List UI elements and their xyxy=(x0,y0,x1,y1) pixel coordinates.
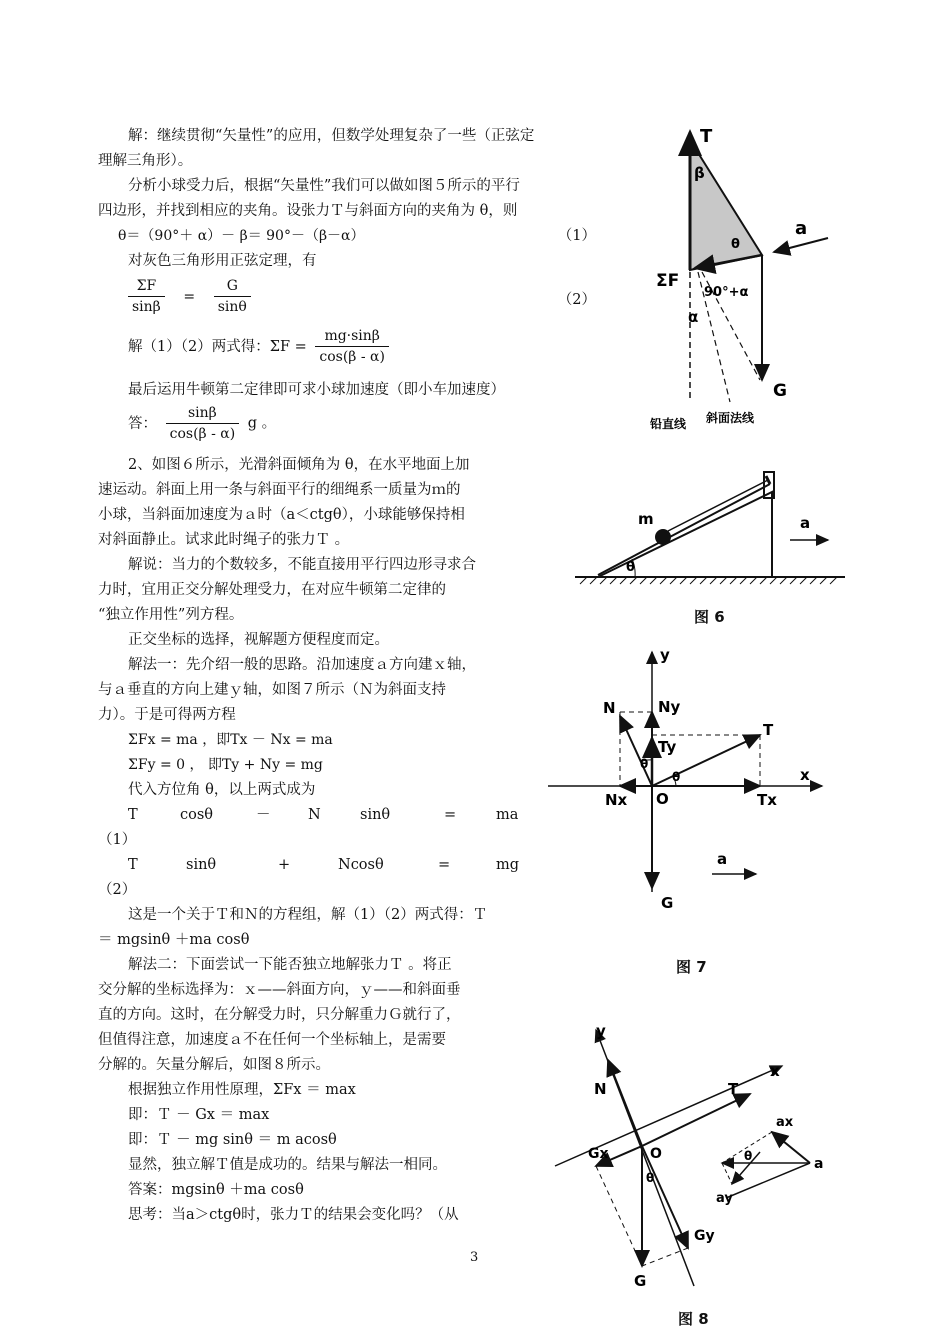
label-normal: 斜面法线 xyxy=(706,411,755,425)
label-alpha: α xyxy=(688,308,699,326)
paragraph: 解说：当力的个数较多，不能直接用平行四边形寻求合 xyxy=(128,557,476,573)
equation-number: （1） xyxy=(557,228,596,244)
equation-number: （1） xyxy=(98,832,137,848)
figure-8-caption: 图 8 xyxy=(678,1310,709,1328)
paragraph: 最后运用牛顿第二定律即可求小球加速度（即小车加速度） xyxy=(128,382,505,398)
label-theta: θ xyxy=(626,560,635,575)
paragraph: 这是一个关于Ｔ和Ｎ的方程组，解（1）（2）两式得：Ｔ xyxy=(128,907,488,923)
label-theta1: θ xyxy=(640,757,649,771)
paragraph: 思考：当a＞ctgθ时，张力Ｔ的结果会变化吗？（从 xyxy=(128,1207,459,1223)
label-plumb: 铅直线 xyxy=(650,417,687,431)
label-ax: ax xyxy=(776,1115,794,1130)
Gy-vector xyxy=(642,1146,688,1248)
fraction: $\frac{\Sigma F}{\sin\beta}$ xyxy=(128,276,165,317)
label-T: T xyxy=(728,1080,739,1098)
paragraph: 四边形，并找到相应的夹角。设张力Ｔ与斜面方向的夹角为 θ，则 xyxy=(98,203,518,219)
paragraph: 但值得注意，加速度ａ不在任何一个坐标轴上，是需要 xyxy=(98,1032,446,1048)
figure-8 xyxy=(555,1022,823,1290)
label-G: G xyxy=(661,894,674,912)
label-a: a xyxy=(717,850,728,868)
label-Ny: Ny xyxy=(658,698,681,716)
paragraph: 对灰色三角形用正弦定理，有 xyxy=(128,253,317,269)
equals-sign: = xyxy=(183,288,196,305)
accel-arrow xyxy=(774,238,828,252)
paragraph: 代入方位角 θ，以上两式成为 xyxy=(128,782,316,798)
label-Gx: Gx xyxy=(588,1146,609,1162)
label-y: y xyxy=(596,1022,606,1040)
label-m: m xyxy=(638,510,654,528)
label-a: a xyxy=(814,1156,824,1172)
paragraph: 2、如图６所示，光滑斜面倾角为 θ，在水平地面上加 xyxy=(128,457,470,473)
label-ay: ay xyxy=(716,1191,733,1206)
N-vector xyxy=(608,1060,642,1146)
paragraph: 显然，独立解Ｔ值是成功的。结果与解法一相同。 xyxy=(128,1157,447,1173)
paragraph: 对斜面静止。试求此时绳子的张力Ｔ 。 xyxy=(98,532,350,548)
label-x: x xyxy=(770,1062,780,1080)
paragraph: 速运动。斜面上用一条与斜面平行的细绳系一质量为ｍ的 xyxy=(98,482,461,498)
figure-6 xyxy=(575,472,845,584)
paragraph: 小球，当斜面加速度为ａ时（a＜ctgθ），小球能够保持相 xyxy=(98,507,465,523)
figure-6-caption: 图 6 xyxy=(694,608,725,626)
label-sumF: ΣF xyxy=(656,271,680,291)
figure-7 xyxy=(548,646,822,912)
equation-number: （2） xyxy=(557,292,596,308)
answer-prefix: 答： xyxy=(128,415,157,432)
gray-triangle xyxy=(690,140,762,270)
fraction: $\frac{G}{\sin\theta}$ xyxy=(214,276,251,317)
string xyxy=(668,480,768,531)
label-Tx: Tx xyxy=(757,791,777,809)
label-Nx: Nx xyxy=(605,791,628,809)
fraction: $\frac{\sin\beta}{\cos(\beta - \alpha)}$ xyxy=(166,403,240,444)
equation-text: θ＝（90°＋ α）－ β＝ 90°－（β－α） xyxy=(118,228,365,244)
label-a: a xyxy=(800,514,811,532)
equation-line-2: T sinθ + Ncosθ = mg xyxy=(128,857,520,873)
label-Gy: Gy xyxy=(694,1228,715,1244)
label-N: N xyxy=(603,699,616,717)
label-N: N xyxy=(594,1080,607,1098)
label-G: G xyxy=(773,381,787,401)
ay-vector xyxy=(726,1163,810,1198)
label-T: T xyxy=(763,721,774,739)
fraction: $\frac{mg\cdot\sin\beta}{\cos(\beta - \alpha)}$ xyxy=(315,326,389,367)
N-vector xyxy=(620,716,652,786)
answer-suffix: g 。 xyxy=(247,415,277,432)
ax-vector xyxy=(772,1132,810,1163)
paragraph: 分解的。矢量分解后，如图８所示。 xyxy=(98,1057,330,1073)
label-O: O xyxy=(650,1146,662,1162)
paragraph: 力）。于是可得两方程 xyxy=(98,707,236,723)
label-O: O xyxy=(656,790,669,808)
paragraph: “独立作用性”列方程。 xyxy=(98,607,244,623)
paragraph: ＝ mgsinθ ＋ma cosθ xyxy=(98,932,250,948)
paragraph: 理解三角形）。 xyxy=(98,153,193,169)
paragraph: 解法二：下面尝试一下能否独立地解张力Ｔ 。将正 xyxy=(128,957,452,973)
label-theta: θ xyxy=(731,237,740,252)
paragraph: 根据独立作用性原理，ΣFx ＝ max xyxy=(128,1082,356,1098)
paragraph: 与ａ垂直的方向上建ｙ轴，如图７所示（Ｎ为斜面支持 xyxy=(98,682,446,698)
equation-line-1: T cosθ － N sinθ = ma xyxy=(128,807,519,823)
paragraph: 力时，宜用正交分解处理受力，在对应牛顿第二定律的 xyxy=(98,582,446,598)
label-G: G xyxy=(634,1272,647,1290)
paragraph: 即：Ｔ － mg sinθ ＝ m acosθ xyxy=(128,1132,337,1148)
incline xyxy=(598,492,772,577)
paragraph: 交分解的坐标选择为：ｘ——斜面方向，ｙ——和斜面垂 xyxy=(98,982,461,998)
label-T: T xyxy=(700,126,713,147)
paragraph: 直的方向。这时，在分解受力时，只分解重力Ｇ就行了， xyxy=(98,1007,461,1023)
label-theta2: θ xyxy=(646,1171,655,1185)
paragraph: 答案：mgsinθ ＋ma cosθ xyxy=(128,1182,304,1198)
incline-surface xyxy=(598,484,770,575)
label-a: a xyxy=(795,218,808,239)
equation-line: ΣFx = ma ，即Tx － Nx = ma xyxy=(128,732,333,748)
paragraph: 分析小球受力后，根据“矢量性”我们可以做如图５所示的平行 xyxy=(128,178,520,194)
label-angle: 90°+α xyxy=(704,285,749,300)
label-theta: θ xyxy=(744,1149,753,1163)
paragraph: 正交坐标的选择，视解题方便程度而定。 xyxy=(128,632,389,648)
figure-7-caption: 图 7 xyxy=(676,958,707,976)
page-number: 3 xyxy=(470,1250,479,1265)
equation-prefix: 解（1）（2）两式得：ΣF = xyxy=(128,338,307,355)
label-y: y xyxy=(660,646,670,664)
label-Ty: Ty xyxy=(658,738,677,756)
equation-number: （2） xyxy=(98,882,137,898)
paragraph: 解法一：先介绍一般的思路。沿加速度ａ方向建ｘ轴， xyxy=(128,657,476,673)
label-theta2: θ xyxy=(672,770,681,784)
paragraph: 解：继续贯彻“矢量性”的应用，但数学处理复杂了一些（正弦定 xyxy=(128,128,535,144)
paragraph: 即：Ｔ － Gx ＝ max xyxy=(128,1107,270,1123)
label-x: x xyxy=(800,766,810,784)
equation-line: ΣFy = 0 ， 即Ty + Ny = mg xyxy=(128,757,323,773)
label-beta: β xyxy=(694,164,705,182)
